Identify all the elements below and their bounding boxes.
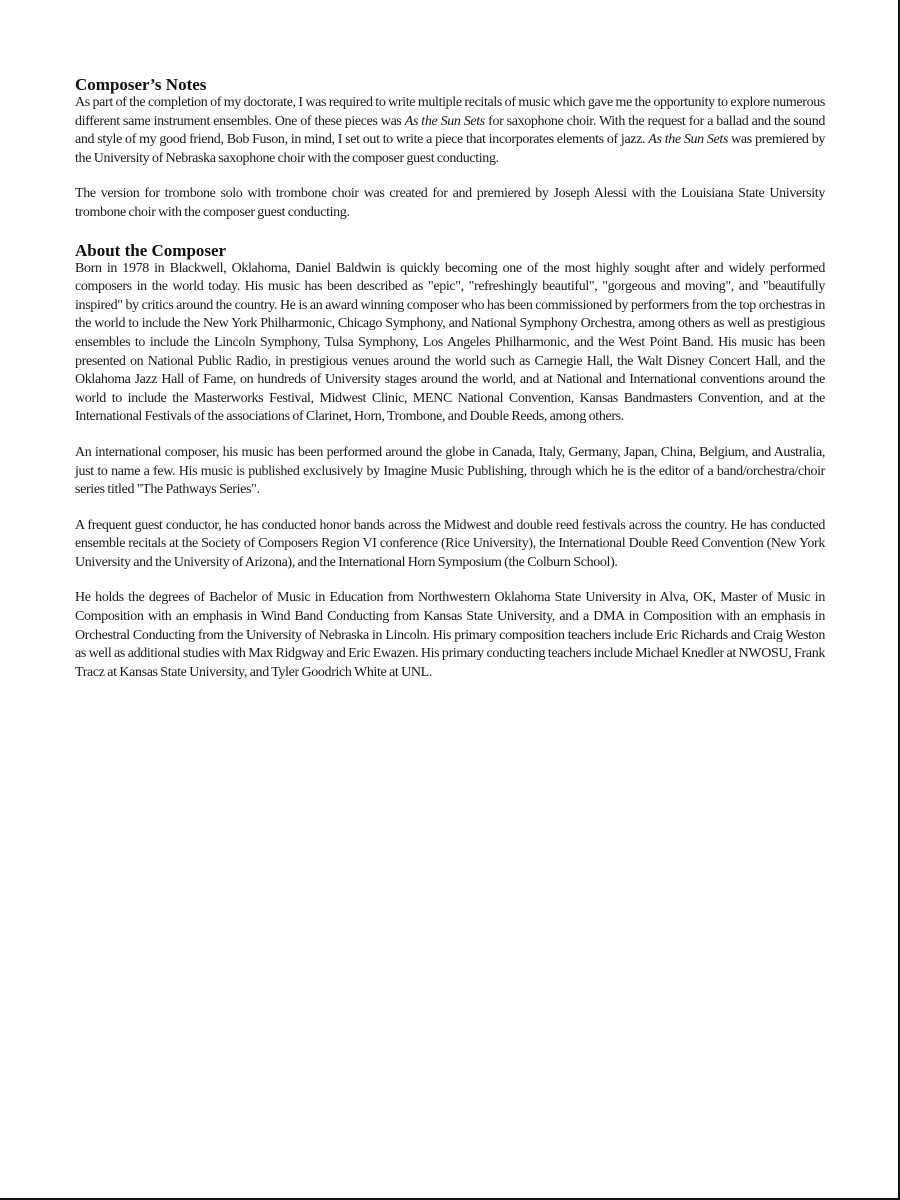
section-spacer [75, 223, 825, 242]
composers-notes-paragraph-1 [75, 94, 825, 168]
composers-notes-paragraph-2: The version for trombone solo with trombone choir was created for and premiered by Joseph Alessi with the Louisiana State University trombone choir with the composer guest conducting. [75, 186, 825, 220]
paragraph-spacer [75, 168, 825, 185]
about-composer-paragraph-4: He holds the degrees of Bachelor of Music in Education from Northwestern Oklahoma State University in Alva, OK, Master of Music in Composition with an emphasis in Wind Band Conducting from Kansas State University, and a DMA in Composition with an emphasis in Orchestral Conducting from the University of Nebraska in Lincoln. His primary composition teachers include Eric Richards and Craig Weston as well as additional studies with Max Ridgway and Eric Ewazen. His primary conducting teachers include Michael Knedler at NWOSU, Frank Tracz at Kansas State University, and Tyler Goodrich White at UNL. [75, 590, 825, 680]
page-content [75, 76, 825, 682]
notes-p1-text-2: for saxophone choir. With the request for a ballad and the sound and style of my good friend, Bob Fuson, in mind, I set out to write a piece that incorporates elements of jazz. [75, 113, 826, 148]
piece-title: As the Sun Sets [648, 132, 729, 148]
piece-title: As the Sun Sets [404, 113, 485, 129]
about-composer-paragraph-3: A frequent guest conductor, he has conducted honor bands across the Midwest and double reed festivals across the country. He has conducted ensemble recitals at the Society of Composers Region VI conference (Rice University), the International Double Reed Convention (New York University and the University of Arizona), and the International Horn Symposium (the Colburn School). [75, 517, 825, 570]
composers-notes-heading: Composer’s Notes [75, 75, 207, 94]
about-composer-paragraph-2: An international composer, his music has been performed around the globe in Canada, Italy, Germany, Japan, China, Belgium, and Australia, just to name a few. His music is published exclusively by Imagine Music Publishing, through which he is the editor of a band/orchestra/choir series titled "The Pathways Series". [75, 444, 825, 498]
notes-p1-text-3: was premiered by the University of Nebraska saxophone choir with the composer guest conducting. [75, 132, 825, 166]
about-composer-paragraph-1: Born in 1978 in Blackwell, Oklahoma, Daniel Baldwin is quickly becoming one of the most highly sought after and widely performed composers in the world today. His music has been described as "epic", "refreshingly beautiful", "gorgeous and moving", and "beautifully inspired" by critics around the country. He is an award winning composer who has been commissioned by performers from the top orchestras in the world to include the New York Philharmonic, Chicago Symphony, and National Symphony Orchestra, among others as well as prestigious ensembles to include the Lincoln Symphony, Tulsa Symphony, Los Angeles Philharmonic, and the West Point Band. His music has been presented on National Public Radio, in prestigious venues around the world such as Carnegie Hall, the Walt Disney Concert Hall, and the Oklahoma Jazz Hall of Fame, on hundreds of University stages around the world, and at National and International conventions around the world to include the Masterworks Festival, Midwest Clinic, MENC National Convention, Kansas Bandmasters Convention, and at the International Festivals of the associations of Clarinet, Horn, Trombone, and Double Reeds, among others. [75, 260, 825, 425]
notes-p1-text-1: As part of the completion of my doctorate, I was required to write multiple recitals of music which gave me the opportunity to explore numerous different same instrument ensembles. One of these pieces was [75, 95, 825, 129]
about-composer-heading: About the Composer [75, 240, 227, 260]
paragraph-spacer [75, 572, 825, 589]
about-composer-section [75, 242, 825, 683]
paragraph-spacer [75, 427, 825, 444]
composers-notes-section [75, 76, 825, 223]
paragraph-spacer [75, 500, 825, 517]
